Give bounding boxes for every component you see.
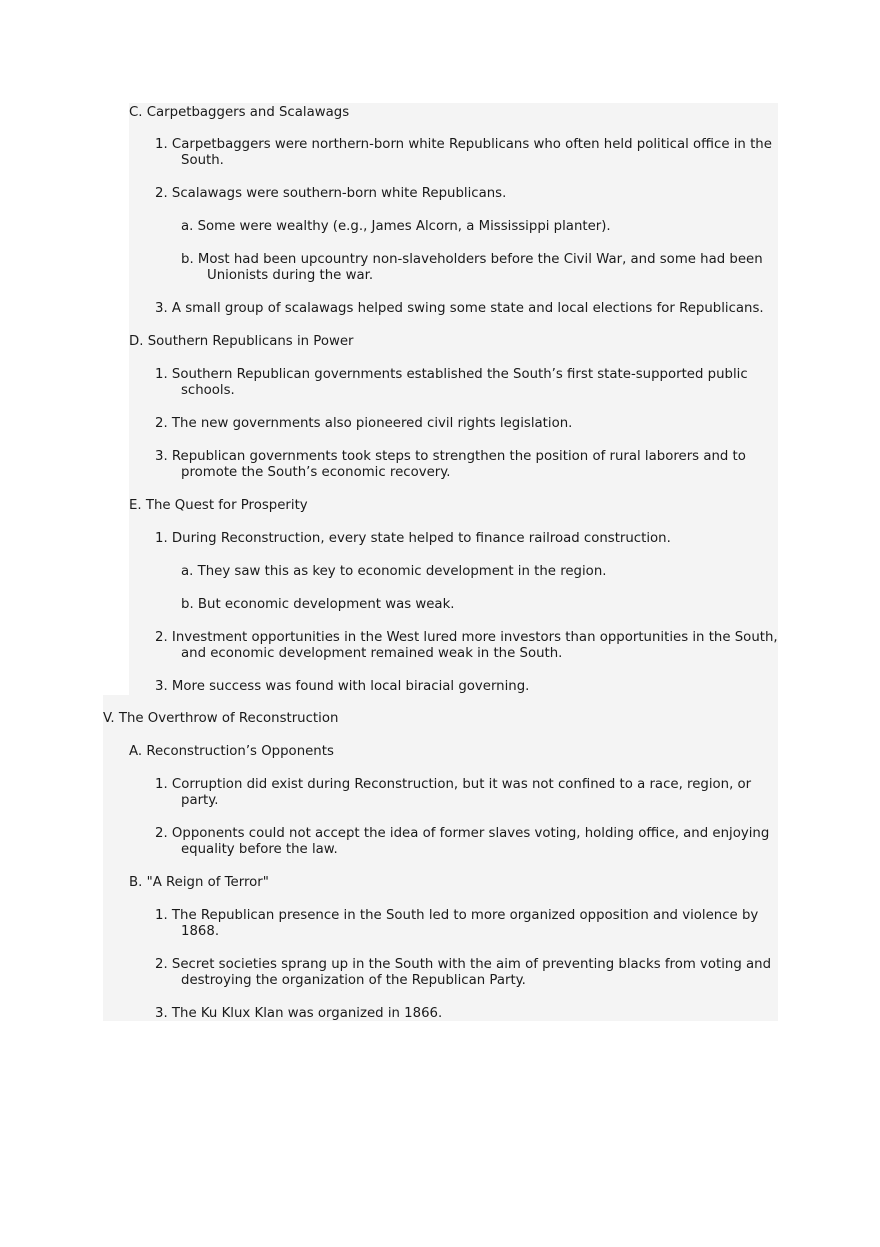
item-e1: 1. During Reconstruction, every state helped to finance railroad construction. <box>155 531 671 546</box>
item-e2-cont: and economic development remained weak in the South. <box>181 646 563 661</box>
heading-e: E. The Quest for Prosperity <box>129 498 308 513</box>
item-e2: 2. Investment opportunities in the West lured more investors than opportunities in the South, <box>155 630 778 645</box>
item-d3: 3. Republican governments took steps to strengthen the position of rural laborers and to <box>155 449 746 464</box>
item-va2: 2. Opponents could not accept the idea of former slaves voting, holding office, and enjoying <box>155 826 770 841</box>
item-vb3: 3. The Ku Klux Klan was organized in 1866. <box>155 1006 443 1021</box>
item-d1-cont: schools. <box>181 383 235 398</box>
item-vb2: 2. Secret societies sprang up in the South with the aim of preventing blacks from voting and <box>155 957 772 972</box>
item-va1: 1. Corruption did exist during Reconstruction, but it was not confined to a race, region, or <box>155 777 752 792</box>
item-d3-cont: promote the South’s economic recovery. <box>181 465 451 480</box>
item-vb1-cont: 1868. <box>181 924 220 939</box>
item-d1: 1. Southern Republican governments established the South’s first state-supported public <box>155 367 748 382</box>
item-c2b: b. Most had been upcountry non-slaveholders before the Civil War, and some had been <box>181 252 763 267</box>
item-e1b: b. But economic development was weak. <box>181 597 455 612</box>
item-va1-cont: party. <box>181 793 219 808</box>
heading-v-a: A. Reconstruction’s Opponents <box>129 744 334 759</box>
heading-d: D. Southern Republicans in Power <box>129 334 354 349</box>
item-vb2-cont: destroying the organization of the Republican Party. <box>181 973 526 988</box>
item-c2: 2. Scalawags were southern-born white Republicans. <box>155 186 507 201</box>
item-c3: 3. A small group of scalawags helped swing some state and local elections for Republicans. <box>155 301 764 316</box>
item-e3: 3. More success was found with local biracial governing. <box>155 679 530 694</box>
item-c1: 1. Carpetbaggers were northern-born white Republicans who often held political office in the <box>155 137 772 152</box>
heading-v-b: B. "A Reign of Terror" <box>129 875 269 890</box>
item-c2b-cont: Unionists during the war. <box>207 268 374 283</box>
heading-v: V. The Overthrow of Reconstruction <box>103 711 339 726</box>
item-c2a: a. Some were wealthy (e.g., James Alcorn, a Mississippi planter). <box>181 219 611 234</box>
item-vb1: 1. The Republican presence in the South led to more organized opposition and violence by <box>155 908 759 923</box>
item-e1a: a. They saw this as key to economic development in the region. <box>181 564 607 579</box>
item-va2-cont: equality before the law. <box>181 842 338 857</box>
item-c1-cont: South. <box>181 153 224 168</box>
heading-c: C. Carpetbaggers and Scalawags <box>129 105 350 120</box>
item-d2: 2. The new governments also pioneered civil rights legislation. <box>155 416 573 431</box>
